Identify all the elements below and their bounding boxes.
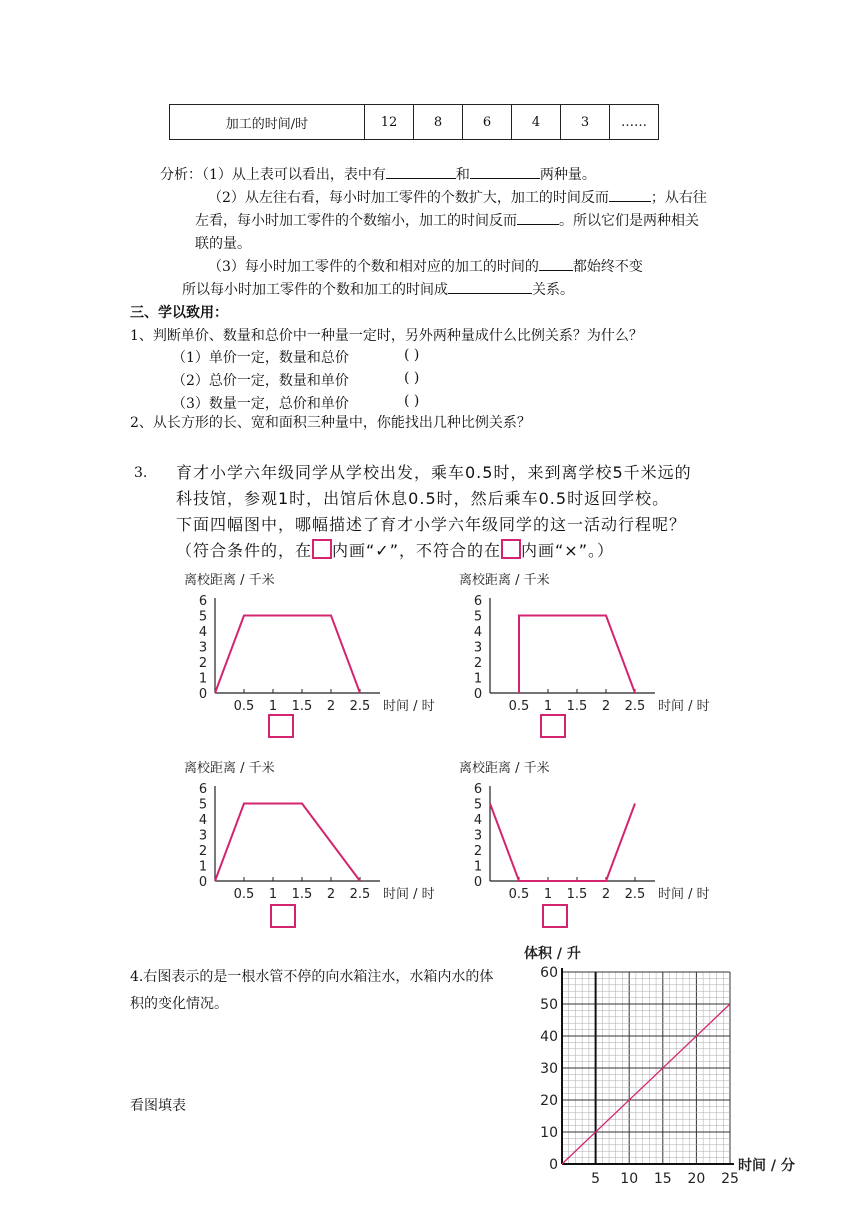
x-tick-label: 2 xyxy=(601,887,611,902)
y-tick-label: 5 xyxy=(198,797,208,813)
analysis-text: 两种量。 xyxy=(539,167,596,183)
analysis-text: 都始终不变 xyxy=(572,259,643,275)
analysis-text: （3）每小时加工零件的个数和相对应的加工的时间的 xyxy=(208,259,539,275)
question-4-line: 积的变化情况。 xyxy=(130,996,228,1012)
y-tick-label: 2 xyxy=(473,656,483,671)
table-cell: 12 xyxy=(365,105,414,140)
x-tick-label: 25 xyxy=(721,1171,739,1187)
question-1: 1、判断单价、数量和总价中一种量一定时，另外两种量成什么比例关系？为什么？ xyxy=(130,328,643,344)
x-tick-label: 15 xyxy=(653,1171,672,1187)
y-tick-label: 6 xyxy=(198,782,208,797)
question-3-line: 育才小学六年级同学从学校出发，乘车0.5时，来到离学校5千米远的 xyxy=(176,463,692,482)
y-tick-label: 3 xyxy=(473,640,483,656)
y-axis-label: 体积 / 升 xyxy=(524,946,581,962)
y-tick-label: 1 xyxy=(473,859,483,875)
x-tick-label: 2.5 xyxy=(624,887,646,902)
x-tick-label: 1.5 xyxy=(291,699,313,714)
x-axis-label: 时间 / 分 xyxy=(738,1158,795,1174)
y-axis-label: 离校距离 / 千米 xyxy=(184,573,275,588)
x-tick-label: 1 xyxy=(268,887,278,902)
y-tick-label: 5 xyxy=(473,609,483,625)
question-1-item: （1）单价一定，数量和总价 xyxy=(172,350,349,366)
y-tick-label: 40 xyxy=(540,1029,558,1045)
y-tick-label: 1 xyxy=(473,671,483,687)
table-row-label: 加工的时间/时 xyxy=(170,105,365,140)
y-tick-label: 5 xyxy=(198,609,208,625)
water-volume-chart xyxy=(520,942,795,1187)
x-tick-label: 2 xyxy=(601,699,611,714)
y-axis-label: 离校距离 / 千米 xyxy=(459,573,550,588)
y-tick-label: 0 xyxy=(549,1157,558,1173)
answer-blank[interactable] xyxy=(470,164,540,179)
y-tick-label: 0 xyxy=(198,875,208,890)
answer-box[interactable] xyxy=(542,904,568,928)
x-tick-label: 2.5 xyxy=(349,887,371,902)
x-tick-label: 0.5 xyxy=(233,887,255,902)
y-tick-label: 3 xyxy=(198,640,208,656)
question-3-number: 3. xyxy=(134,465,148,481)
y-tick-label: 4 xyxy=(473,625,483,640)
analysis-line-6 xyxy=(182,279,574,299)
analysis-line-3 xyxy=(195,210,699,230)
y-tick-label: 4 xyxy=(198,813,208,828)
question-2: 2、从长方形的长、宽和面积三种量中，你能找出几种比例关系？ xyxy=(130,415,531,431)
y-tick-label: 10 xyxy=(540,1125,558,1141)
analysis-line-4: 联的量。 xyxy=(195,236,251,252)
answer-box[interactable] xyxy=(268,714,294,738)
analysis-line-1 xyxy=(160,164,596,184)
y-tick-label: 2 xyxy=(198,844,208,859)
x-tick-label: 10 xyxy=(620,1171,639,1187)
answer-blank[interactable] xyxy=(517,210,559,225)
instruction-text: 内画“✓”，不符合的在 xyxy=(332,541,502,560)
analysis-text: 。所以它们是两种相关 xyxy=(559,213,699,229)
series-line xyxy=(490,804,635,882)
processing-time-table xyxy=(169,104,659,140)
y-tick-label: 1 xyxy=(198,671,208,687)
table-cell: 3 xyxy=(561,105,610,140)
y-tick-label: 3 xyxy=(198,828,208,844)
y-tick-label: 6 xyxy=(473,594,483,609)
table-row xyxy=(170,105,659,140)
table-cell: 6 xyxy=(463,105,512,140)
answer-blank[interactable] xyxy=(609,187,651,202)
question-4-instruction: 看图填表 xyxy=(130,1098,186,1114)
question-4-line: 4.右图表示的是一根水管不停的向水箱注水，水箱内水的体 xyxy=(130,969,494,985)
answer-blank[interactable] xyxy=(539,256,573,271)
y-tick-label: 0 xyxy=(473,875,483,890)
table-cell: 8 xyxy=(414,105,463,140)
question-1-item: （2）总价一定，数量和单价 xyxy=(172,373,349,389)
answer-blank[interactable] xyxy=(448,279,532,294)
analysis-line-5 xyxy=(208,256,643,276)
travel-chart-b xyxy=(435,568,735,718)
y-tick-label: 6 xyxy=(473,782,483,797)
question-1-item: （3）数量一定，总价和单价 xyxy=(172,396,349,412)
answer-parentheses[interactable]: ( ) xyxy=(404,370,420,386)
x-tick-label: 2 xyxy=(326,887,336,902)
question-3-line: 科技馆，参观1时，出馆后休息0.5时，然后乘车0.5时返回学校。 xyxy=(176,489,670,508)
answer-box[interactable] xyxy=(540,714,566,738)
x-tick-label: 1.5 xyxy=(291,887,313,902)
series-line xyxy=(215,804,360,882)
instruction-text: （符合条件的，在 xyxy=(176,541,313,560)
x-tick-label: 1.5 xyxy=(566,699,588,714)
y-tick-label: 60 xyxy=(540,965,558,981)
x-axis-label: 时间 / 时 xyxy=(383,887,435,902)
x-tick-label: 20 xyxy=(687,1171,706,1187)
x-tick-label: 2.5 xyxy=(349,699,371,714)
table-cell: …… xyxy=(610,105,659,140)
y-tick-label: 5 xyxy=(473,797,483,813)
x-tick-label: 1.5 xyxy=(566,887,588,902)
x-axis-label: 时间 / 时 xyxy=(658,887,710,902)
y-tick-label: 20 xyxy=(540,1093,558,1109)
y-axis-label: 离校距离 / 千米 xyxy=(184,761,275,776)
analysis-text: 关系。 xyxy=(532,282,574,298)
question-3-line: 下面四幅图中，哪幅描述了育才小学六年级同学的这一活动行程呢？ xyxy=(176,515,687,534)
y-tick-label: 2 xyxy=(473,844,483,859)
analysis-text: 和 xyxy=(455,167,470,183)
checkbox-sample-icon xyxy=(501,539,521,559)
series-line xyxy=(215,616,360,694)
y-tick-label: 1 xyxy=(198,859,208,875)
y-tick-label: 0 xyxy=(473,687,483,702)
table-cell: 4 xyxy=(512,105,561,140)
travel-chart-c xyxy=(160,756,460,906)
series-line xyxy=(562,1004,730,1164)
y-tick-label: 30 xyxy=(540,1061,558,1077)
y-tick-label: 2 xyxy=(198,656,208,671)
x-tick-label: 2 xyxy=(326,699,336,714)
x-tick-label: 0.5 xyxy=(508,887,530,902)
analysis-text: （2）从左往右看，每小时加工零件的个数扩大，加工的时间反而 xyxy=(208,190,609,206)
x-tick-label: 1 xyxy=(543,887,553,902)
analysis-text: 所以每小时加工零件的个数和加工的时间成 xyxy=(182,282,448,298)
analysis-text: ；从右往 xyxy=(650,190,707,206)
answer-blank[interactable] xyxy=(386,164,456,179)
section-title: 三、学以致用： xyxy=(130,305,228,321)
y-tick-label: 0 xyxy=(198,687,208,702)
checkbox-sample-icon xyxy=(312,539,332,559)
answer-parentheses[interactable]: ( ) xyxy=(404,347,420,363)
y-axis-label: 离校距离 / 千米 xyxy=(459,761,550,776)
y-tick-label: 3 xyxy=(473,828,483,844)
x-tick-label: 1 xyxy=(268,699,278,714)
analysis-text: 左看，每小时加工零件的个数缩小，加工的时间反而 xyxy=(195,213,517,229)
analysis-line-2 xyxy=(208,187,707,207)
y-tick-label: 50 xyxy=(540,997,558,1013)
x-tick-label: 0.5 xyxy=(233,699,255,714)
series-line xyxy=(519,616,635,694)
analysis-text: 分析：（1）从上表可以看出，表中有 xyxy=(160,167,386,183)
answer-box[interactable] xyxy=(270,904,296,928)
x-axis-label: 时间 / 时 xyxy=(383,699,435,714)
question-3-line xyxy=(176,538,614,561)
travel-chart-d xyxy=(435,756,735,906)
y-tick-label: 6 xyxy=(198,594,208,609)
x-axis-label: 时间 / 时 xyxy=(658,699,710,714)
x-tick-label: 5 xyxy=(591,1171,601,1187)
travel-chart-a xyxy=(160,568,460,718)
answer-parentheses[interactable]: ( ) xyxy=(404,393,420,409)
x-tick-label: 1 xyxy=(543,699,553,714)
y-tick-label: 4 xyxy=(473,813,483,828)
x-tick-label: 2.5 xyxy=(624,699,646,714)
instruction-text: 内画“×”。） xyxy=(521,541,615,560)
x-tick-label: 0.5 xyxy=(508,699,530,714)
y-tick-label: 4 xyxy=(198,625,208,640)
